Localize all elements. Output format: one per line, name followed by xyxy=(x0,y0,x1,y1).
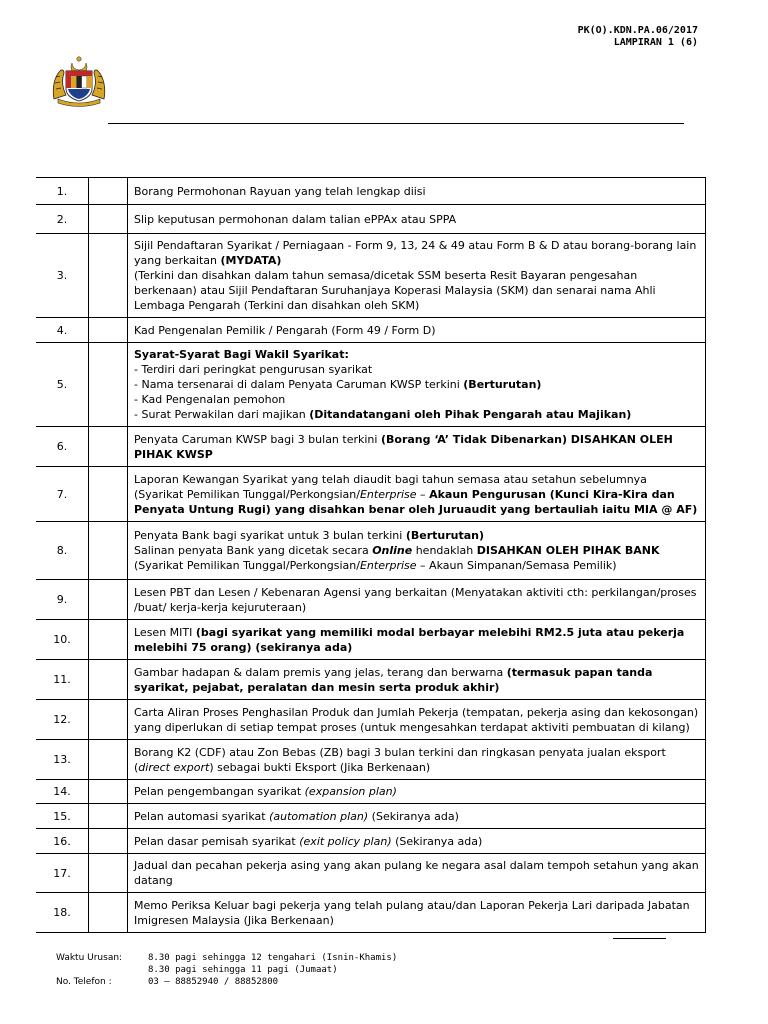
description-text: DISAHKAN OLEH PIHAK BANK xyxy=(476,544,660,557)
requirement-description xyxy=(128,318,706,343)
description-text: (Sekiranya ada) xyxy=(368,809,459,823)
description-text: Carta Aliran Proses Penghasilan Produk dan Jumlah Pekerja (tempatan, pekerja asing dan kekosongan) yang diperlukan di setiap tempat proses (untuk mengesahkan terdapat aktiviti pembuatan di kilang) xyxy=(134,705,699,734)
reference-code: PK(O).KDN.PA.06/2017 xyxy=(577,25,698,36)
description-text: Gambar hadapan & dalam premis yang jelas, terang dan berwarna xyxy=(134,665,507,679)
description-text: Pelan pengembangan syarikat xyxy=(134,785,305,798)
table-row xyxy=(36,205,706,234)
description-text: (Sekiranya ada) xyxy=(391,834,483,848)
table-row xyxy=(36,660,706,700)
document-reference xyxy=(578,25,698,49)
signature-line xyxy=(613,938,666,939)
checkbox-cell[interactable] xyxy=(89,234,128,318)
description-text: Memo Periksa Keluar bagi pekerja yang telah pulang atau/dan Laporan Pekerja Lari daripada Jabatan Imigresen Malaysia (Jika Berkenaan) xyxy=(134,898,690,927)
description-text: (Syarikat Pemilikan Tunggal/Perkongsian/ xyxy=(134,487,360,501)
row-number: 2. xyxy=(36,205,89,234)
description-text: ) sebagai bukti Eksport (Jika Berkenaan) xyxy=(209,760,431,774)
phone-label: No. Telefon : xyxy=(56,977,112,987)
requirement-description xyxy=(128,893,706,933)
description-text: - Nama tersenarai di dalam Penyata Caruman KWSP terkini xyxy=(134,378,464,391)
requirement-description xyxy=(128,740,706,780)
description-text: Sijil Pendaftaran Syarikat / Perniagaan - Form 9, 13, 24 & 49 atau Form B & D atau borang-borang lain yang berkaitan xyxy=(134,239,697,267)
checkbox-cell[interactable] xyxy=(89,427,128,467)
description-text: – Akaun Simpanan/Semasa Pemilik) xyxy=(416,559,617,572)
description-text: (Borang ‘A’ Tidak Dibenarkan) DISAHKAN OLEH PIHAK KWSP xyxy=(134,432,673,461)
description-text: (MYDATA) xyxy=(220,254,282,267)
description-text: - Kad Pengenalan pemohon xyxy=(134,393,286,406)
checkbox-cell[interactable] xyxy=(89,829,128,854)
description-text: (expansion plan) xyxy=(304,785,397,798)
checkbox-cell[interactable] xyxy=(89,893,128,933)
description-text: Slip keputusan permohonan dalam talian ePPAx atau SPPA xyxy=(134,212,457,226)
row-number: 5. xyxy=(36,343,89,427)
checkbox-cell[interactable] xyxy=(89,700,128,740)
description-text: Borang Permohonan Rayuan yang telah lengkap diisi xyxy=(134,184,426,198)
table-row xyxy=(36,318,706,343)
checkbox-cell[interactable] xyxy=(89,467,128,522)
checkbox-cell[interactable] xyxy=(89,740,128,780)
description-text: Laporan Kewangan Syarikat yang telah diaudit bagi tahun semasa atau setahun sebelumnya xyxy=(134,472,647,486)
lampiran-label: LAMPIRAN 1 (6) xyxy=(613,37,698,48)
row-number: 1. xyxy=(36,178,89,205)
description-text: Akaun Pengurusan (Kunci Kira-Kira dan Penyata Untung Rugi) yang disahkan benar oleh Juruaudit yang bertauliah iaitu MIA @ AF) xyxy=(134,487,698,516)
document-checklist-table xyxy=(36,177,706,933)
coat-of-arms-icon xyxy=(50,55,108,107)
table-row xyxy=(36,700,706,740)
checkbox-cell[interactable] xyxy=(89,854,128,893)
checkbox-cell[interactable] xyxy=(89,178,128,205)
description-text: – xyxy=(416,487,430,501)
description-text: Salinan penyata Bank yang dicetak secara xyxy=(134,544,373,557)
row-number: 18. xyxy=(36,893,89,933)
table-row xyxy=(36,343,706,427)
table-row xyxy=(36,620,706,660)
checkbox-cell[interactable] xyxy=(89,522,128,580)
description-text: direct export xyxy=(138,760,210,774)
checkbox-cell[interactable] xyxy=(89,660,128,700)
checkbox-cell[interactable] xyxy=(89,780,128,804)
row-number: 12. xyxy=(36,700,89,740)
description-text: (Ditandatangani oleh Pihak Pengarah atau Majikan) xyxy=(309,408,632,421)
requirement-description xyxy=(128,522,706,580)
requirement-description xyxy=(128,620,706,660)
description-text: Pelan automasi syarikat xyxy=(134,809,270,823)
description-text: Lesen MITI xyxy=(134,625,196,639)
description-text: (termasuk papan tanda syarikat, pejabat, peralatan dan mesin serta produk akhir) xyxy=(134,665,653,694)
description-text: - Surat Perwakilan dari majikan xyxy=(134,408,310,421)
description-text: Jadual dan pecahan pekerja asing yang akan pulang ke negara asal dalam tempoh setahun yang akan datang xyxy=(134,859,699,887)
table-row xyxy=(36,580,706,620)
checkbox-cell[interactable] xyxy=(89,580,128,620)
checkbox-cell[interactable] xyxy=(89,343,128,427)
description-text: (exit policy plan) xyxy=(299,834,392,848)
table-row xyxy=(36,234,706,318)
requirement-description xyxy=(128,804,706,829)
row-number: 8. xyxy=(36,522,89,580)
office-hours-friday: 8.30 pagi sehingga 11 pagi (Jumaat) xyxy=(148,965,338,975)
table-row xyxy=(36,178,706,205)
requirement-description xyxy=(128,700,706,740)
phone-number: 03 – 88852940 / 88852800 xyxy=(148,977,279,987)
description-text: Kad Pengenalan Pemilik / Pengarah (Form 49 / Form D) xyxy=(134,323,436,337)
table-row xyxy=(36,780,706,804)
description-text: Penyata Caruman KWSP bagi 3 bulan terkini xyxy=(134,432,381,446)
row-number: 9. xyxy=(36,580,89,620)
description-text: - Terdiri dari peringkat pengurusan syarikat xyxy=(134,363,373,376)
description-text: (Terkini dan disahkan dalam tahun semasa/dicetak SSM beserta Resit Bayaran pengesahan berkenaan) atau Sijil Pendaftaran Suruhanjaya Koperasi Malaysia (SKM) dan senarai nama Ahli Lembaga Pengarah (Terkini dan disahkan oleh SKM) xyxy=(134,269,656,312)
row-number: 13. xyxy=(36,740,89,780)
table-row xyxy=(36,427,706,467)
requirement-description xyxy=(128,854,706,893)
row-number: 16. xyxy=(36,829,89,854)
row-number: 7. xyxy=(36,467,89,522)
description-text: Online xyxy=(372,544,413,557)
description-text: (Syarikat Pemilikan Tunggal/Perkongsian/ xyxy=(134,559,360,572)
table-row xyxy=(36,740,706,780)
row-number: 6. xyxy=(36,427,89,467)
row-number: 10. xyxy=(36,620,89,660)
table-row xyxy=(36,522,706,580)
requirement-description xyxy=(128,580,706,620)
table-row xyxy=(36,893,706,933)
table-row xyxy=(36,467,706,522)
description-text: Lesen PBT dan Lesen / Kebenaran Agensi yang berkaitan (Menyatakan aktiviti cth: perkilangan/proses /buat/ kerja-kerja kejuruteraan) xyxy=(134,585,697,614)
requirement-description xyxy=(128,467,706,522)
table-row xyxy=(36,829,706,854)
checkbox-cell[interactable] xyxy=(89,620,128,660)
checkbox-cell[interactable] xyxy=(89,205,128,234)
checkbox-cell[interactable] xyxy=(89,318,128,343)
requirement-description xyxy=(128,780,706,804)
description-text: Pelan dasar pemisah syarikat xyxy=(134,834,300,848)
requirement-description xyxy=(128,427,706,467)
description-text: Enterprise xyxy=(359,559,417,572)
checkbox-cell[interactable] xyxy=(89,804,128,829)
requirement-description xyxy=(128,343,706,427)
header-rule xyxy=(108,123,684,124)
description-text: Enterprise xyxy=(359,487,417,501)
requirement-description xyxy=(128,660,706,700)
footer-info xyxy=(56,952,397,988)
description-text: (bagi syarikat yang memiliki modal berbayar melebihi RM2.5 juta atau pekerja melebihi 75 orang) (sekiranya ada) xyxy=(134,625,685,654)
row-number: 3. xyxy=(36,234,89,318)
row-number: 15. xyxy=(36,804,89,829)
table-row xyxy=(36,804,706,829)
description-text: (automation plan) xyxy=(269,809,369,823)
office-hours-label: Waktu Urusan: xyxy=(56,953,123,963)
row-number: 11. xyxy=(36,660,89,700)
requirement-description xyxy=(128,205,706,234)
requirement-description xyxy=(128,829,706,854)
table-row xyxy=(36,854,706,893)
row-number: 17. xyxy=(36,854,89,893)
description-text: (Berturutan) xyxy=(405,529,485,542)
office-hours-weekday: 8.30 pagi sehingga 12 tengahari (Isnin-Khamis) xyxy=(148,953,398,963)
description-text: (Berturutan) xyxy=(463,378,542,391)
row-number: 14. xyxy=(36,780,89,804)
description-text: hendaklah xyxy=(412,544,477,557)
requirement-description xyxy=(128,178,706,205)
row-number: 4. xyxy=(36,318,89,343)
requirement-description xyxy=(128,234,706,318)
description-text: Syarat-Syarat Bagi Wakil Syarikat: xyxy=(134,348,349,361)
description-text: Penyata Bank bagi syarikat untuk 3 bulan terkini xyxy=(134,529,406,542)
description-text: Borang K2 (CDF) atau Zon Bebas (ZB) bagi 3 bulan terkini dan ringkasan penyata jualan eksport ( xyxy=(134,745,666,774)
